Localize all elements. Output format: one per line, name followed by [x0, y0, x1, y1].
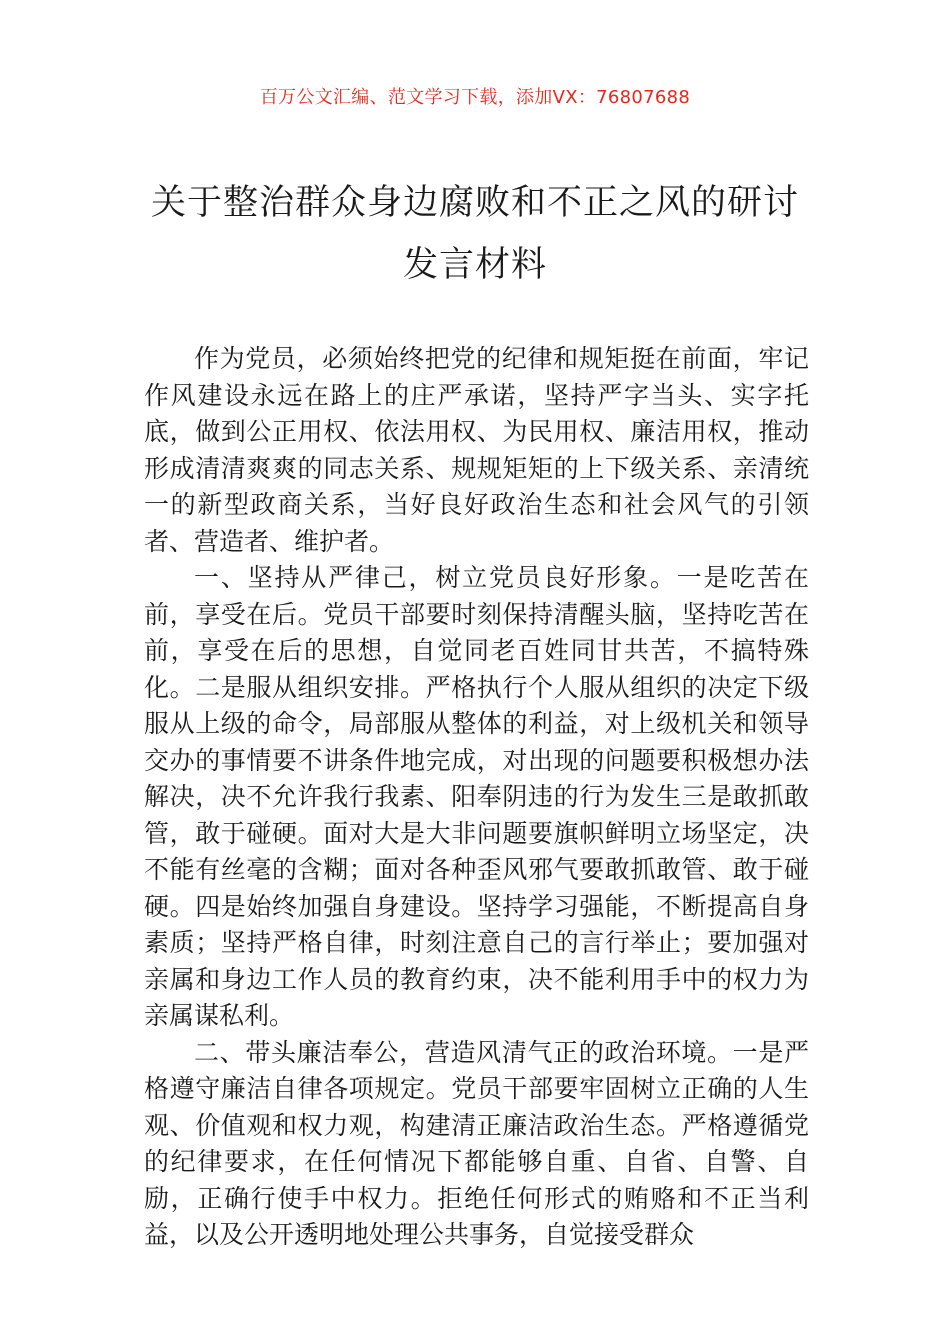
header-watermark-note: 百万公文汇编、范文学习下载，添加VX：76807688 — [259, 87, 691, 108]
title-line-2: 发言材料 — [402, 245, 547, 285]
document-body — [144, 341, 809, 1254]
paragraph-section-2: 二、带头廉洁奉公，营造风清气正的政治环境。一是严格遵守廉洁自律各项规定。党员干部要牢固树立正确的人生观、价值观和权力观，构建清正廉洁政治生态。严格遵循党的纪律要求，在任何情况下都能够自重、自省、自警、自励，正确行使手中权力。拒绝任何形式的贿赂和不正当利益，以及公开透明地处理公共事务，自觉接受群众 — [144, 1037, 809, 1249]
paragraph-section-1: 一、坚持从严律己，树立党员良好形象。一是吃苦在前，享受在后。党员干部要时刻保持清醒头脑，坚持吃苦在前，享受在后的思想，自觉同老百姓同甘共苦，不搞特殊化。二是服从组织安排。严格执行个人服从组织的决定下级服从上级的命令，局部服从整体的利益，对上级机关和领导交办的事情要不讲条件地完成，对出现的问题要积极想办法解决，决不允许我行我素、阳奉阴违的行为发生三是敢抓敢管，敢于碰硬。面对大是大非问题要旗帜鲜明立场坚定，决不能有丝毫的含糊；面对各种歪风邪气要敢抓敢管、敢于碰硬。四是始终加强自身建设。坚持学习强能，不断提高自身素质；坚持严格自律，时刻注意自己的言行举止；要加强对亲属和身边工作人员的教育约束，决不能利用手中的权力为亲属谋私利。 — [144, 563, 809, 1030]
title-line-1: 关于整治群众身边腐败和不正之风的研讨 — [150, 183, 799, 223]
document-title — [140, 172, 810, 296]
paragraph-intro: 作为党员，必须始终把党的纪律和规矩挺在前面，牢记作风建设永远在路上的庄严承诺，坚持严字当头、实字托底，做到公正用权、依法用权、为民用权、廉洁用权，推动形成清清爽爽的同志关系、规规矩矩的上下级关系、亲清统一的新型政商关系，当好良好政治生态和社会风气的引领者、营造者、维护者。 — [144, 344, 809, 556]
